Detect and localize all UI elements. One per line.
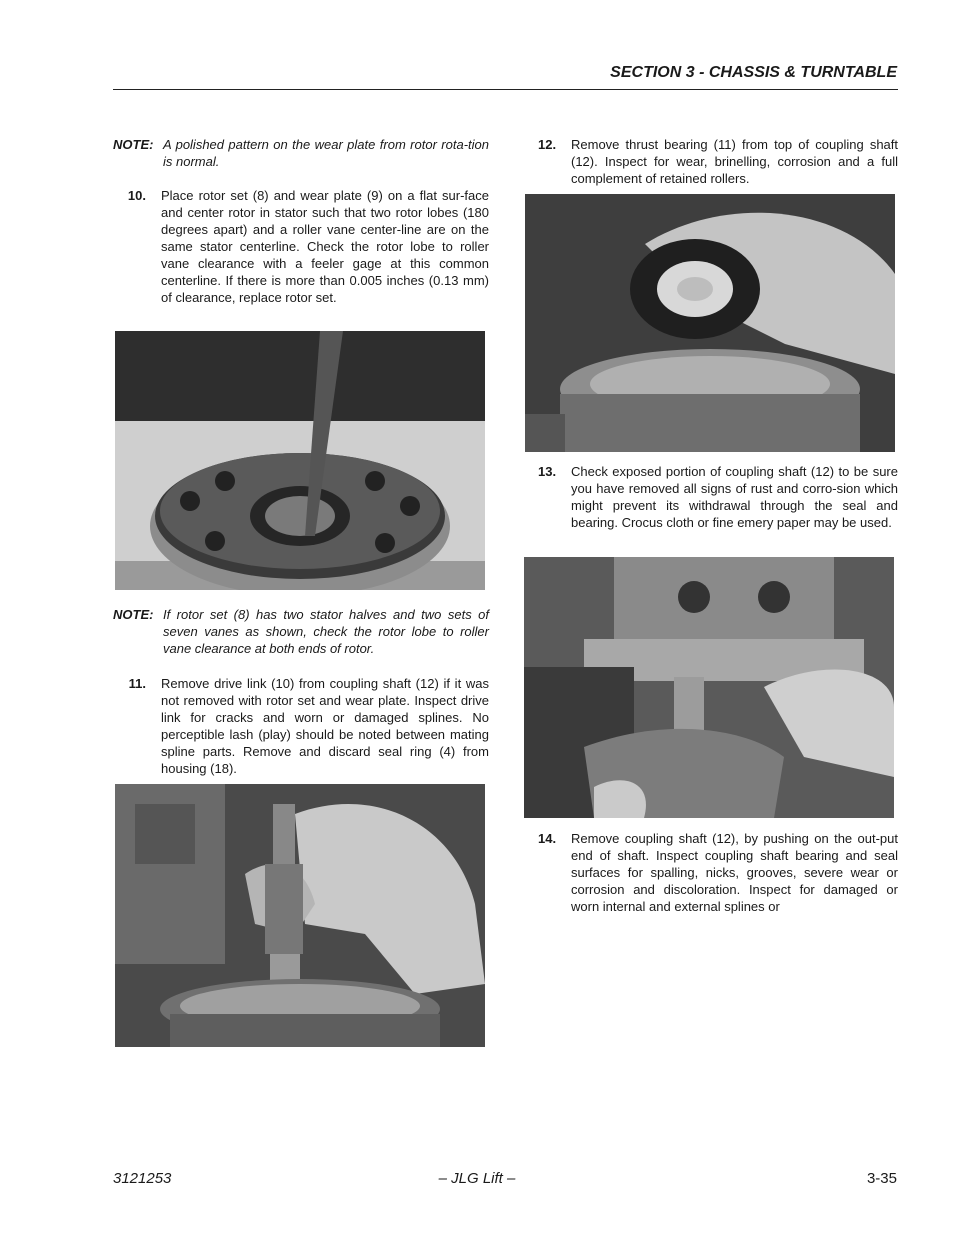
page-number: 3-35 (866, 1170, 897, 1187)
header-rule (113, 89, 898, 90)
step-text: Place rotor set (8) and wear plate (9) on a flat sur-face and center rotor in stator such that two rotor lobes (180 degrees apart) and a roller vane center-line are on the same stator centerline. Check the rotor lobe to roller vane clearance with a feeler gage at this common centerline. If there is more than 0.005 inches (0.13 mm) of clearance, replace rotor set. (161, 188, 489, 305)
step-number: 14. (538, 831, 557, 846)
footer-brand: – JLG Lift – (438, 1170, 516, 1187)
step-11 (113, 675, 489, 777)
step-number: 11. (128, 676, 146, 691)
step-text: Remove coupling shaft (12), by pushing on the out-put end of shaft. Inspect coupling shaft bearing and seal surfaces for spalling, nicks, grooves, severe wear or corrosion and discoloration. Inspect for damaged or worn internal and external splines or (571, 831, 898, 914)
step-10 (113, 187, 489, 306)
coupling-shaft-photo (524, 557, 894, 818)
step-number: 12. (538, 137, 557, 152)
step-13 (538, 463, 898, 531)
step-text: Remove thrust bearing (11) from top of coupling shaft (12). Inspect for wear, brinelling, corrosion and a full complement of retained rollers. (571, 137, 898, 186)
section-title: SECTION 3 - CHASSIS & TURNTABLE (610, 64, 897, 81)
step-12 (538, 136, 898, 187)
step-number: 13. (538, 464, 557, 479)
note-stator-halves (113, 606, 489, 657)
step-text: Check exposed portion of coupling shaft (12) to be sure you have removed all signs of rust and corro-sion which might prevent its withdrawal through the seal and bearing. Crocus cloth or fine emery paper may be used. (571, 464, 898, 530)
step-number: 10. (127, 188, 146, 203)
note-label: NOTE: (113, 607, 154, 622)
drive-link-photo (115, 784, 485, 1047)
note-text: If rotor set (8) has two stator halves and two sets of seven vanes as shown, check the rotor lobe to roller vane clearance at both ends of rotor. (163, 607, 489, 656)
note-polished-pattern (113, 136, 489, 170)
step-text: Remove drive link (10) from coupling shaft (12) if it was not removed with rotor set and wear plate. Inspect drive link for cracks and worn or damaged splines. No perceptible lash (play) should be noted between mating spline parts. Remove and discard seal ring (4) from housing (18). (161, 676, 489, 776)
thrust-bearing-photo (525, 194, 895, 452)
note-text: A polished pattern on the wear plate from rotor rota-tion is normal. (163, 137, 489, 169)
doc-number: 3121253 (113, 1170, 172, 1187)
rotor-set-photo (115, 331, 485, 590)
step-14 (538, 830, 898, 915)
note-label: NOTE: (113, 137, 154, 152)
